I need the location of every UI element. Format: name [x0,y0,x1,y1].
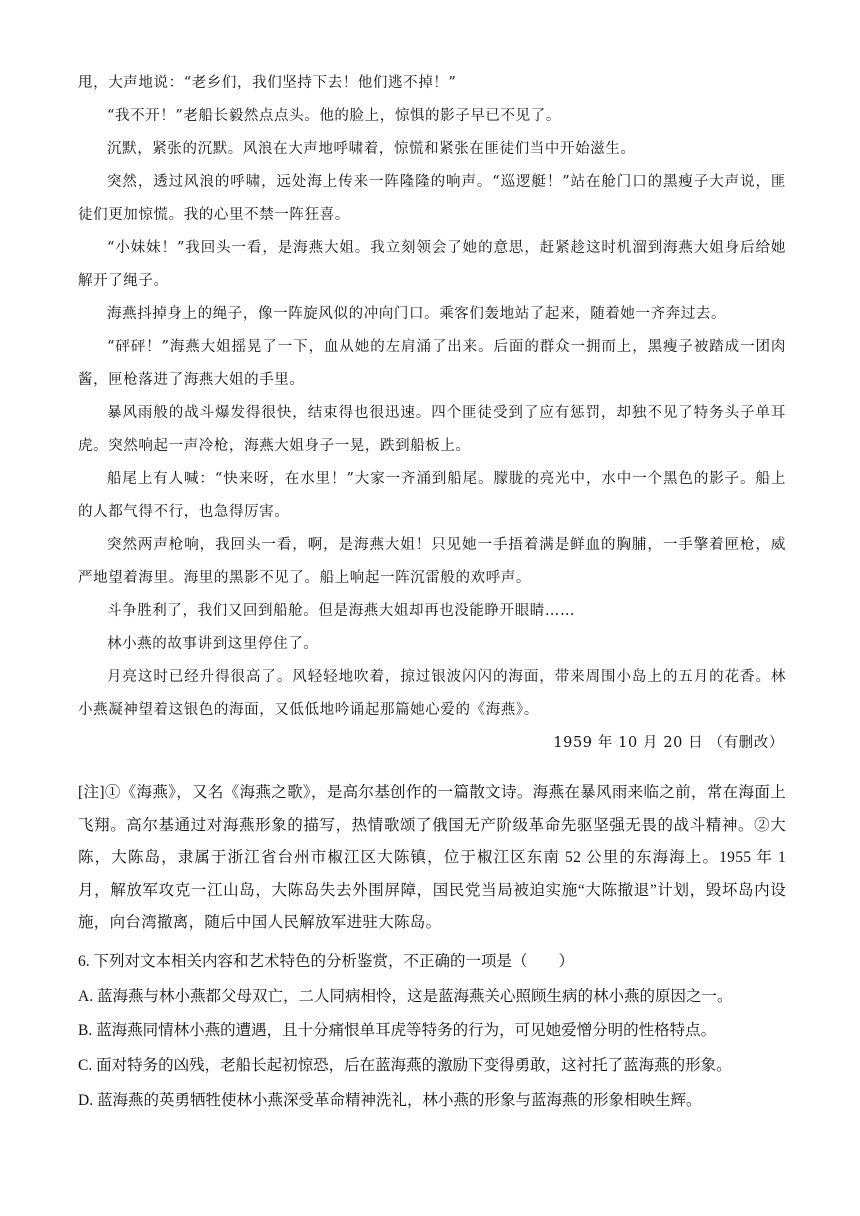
story-paragraph: 船尾上有人喊：“快来呀，在水里！”大家一齐涌到船尾。朦胧的亮光中，水中一个黑色的影子。船上的人都气得不行，也急得厉害。 [78,471,786,520]
date-line: 1959 年 10 月 20 日 （有删改） [553,735,784,751]
story-paragraph: 斗争胜利了，我们又回到船舱。但是海燕大姐却再也没能睁开眼睛…… [107,603,576,619]
story-paragraph: “砰砰！”海燕大姐摇晃了一下，血从她的左肩涌了出来。后面的群众一拥而上，黑瘦子被踏成一团肉酱，匣枪落进了海燕大姐的手里。 [78,339,786,388]
story-paragraph: 暴风雨般的战斗爆发得很快，结束得也很迅速。四个匪徒受到了应有惩罚，却独不见了特务头子单耳虎。突然响起一声冷枪，海燕大姐身子一晃，跌到船板上。 [78,405,786,454]
story-text [78,67,786,760]
story-paragraph: “我不开！”老船长毅然点点头。他的脸上，惊惧的影子早已不见了。 [107,108,561,124]
story-paragraph: 海燕抖掉身上的绳子，像一阵旋风似的冲向门口。乘客们轰地站了起来，随着她一齐奔过去。 [107,306,727,322]
story-paragraph: 沉默，紧张的沉默。风浪在大声地呼啸着，惊慌和紧张在匪徒们当中开始滋生。 [107,141,636,157]
option-b: B. 蓝海燕同情林小燕的遭遇，且十分痛恨单耳虎等特务的行为，可见她爱憎分明的性格特点。 [78,1022,717,1040]
option-a: A. 蓝海燕与林小燕都父母双亡，二人同病相怜，这是蓝海燕关心照顾生病的林小燕的原因之一。 [78,987,733,1005]
story-paragraph: 突然两声枪响，我回头一看，啊，是海燕大姐！只见她一手捂着满是鲜血的胸脯，一手擎着匣枪，威严地望着海里。海里的黑影不见了。船上响起一阵沉雷般的欢呼声。 [78,537,786,586]
story-paragraph: 月亮这时已经升得很高了。风轻轻地吹着，掠过银波闪闪的海面，带来周围小岛上的五月的花香。林小燕凝神望着这银色的海面，又低低地吟诵起那篇她心爱的《海燕》。 [78,669,786,718]
option-c: C. 面对特务的凶残，老船长起初惊恐，后在蓝海燕的激励下变得勇敢，这衬托了蓝海燕的形象。 [78,1057,732,1075]
story-paragraph: “小妹妹！”我回头一看，是海燕大姐。我立刻领会了她的意思，赶紧趁这时机溜到海燕大姐身后给她解开了绳子。 [78,240,786,289]
question-stem: 6. 下列对文本相关内容和艺术特色的分析鉴赏，不正确的一项是（ ） [78,953,575,970]
story-paragraph: 林小燕的故事讲到这里停住了。 [107,636,319,652]
story-paragraph: 突然，透过风浪的呼啸，远处海上传来一阵隆隆的响声。“巡逻艇！”站在舱门口的黑瘦子大声说，匪徒们更加惊慌。我的心里不禁一阵狂喜。 [78,174,786,223]
story-paragraph: 甩，大声地说：“老乡们，我们坚持下去！他们逃不掉！” [78,75,457,91]
question-6 [78,945,798,1118]
annotation-note: [注]①《海燕》，又名《海燕之歌》，是高尔基创作的一篇散文诗。海燕在暴风雨来临之前，常在海面上飞翔。高尔基通过对海燕形象的描写，热情歌颂了俄国无产阶级革命先驱坚强无畏的战斗精神。②大陈，大陈岛，隶属于浙江省台州市椒江区大陈镇，位于椒江区东南 52 公里的东海海上。1955 年 1 月，解放军攻克一江山岛，大陈岛失去外围屏障，国民党当局被迫实施“大陈撤退”计划，毁坏岛内设施，向台湾撤离，随后中国人民解放军进驻大陈岛。 [78,784,786,931]
option-d: D. 蓝海燕的英勇牺牲使林小燕深受革命精神洗礼，林小燕的形象与蓝海燕的形象相映生辉。 [78,1091,702,1109]
